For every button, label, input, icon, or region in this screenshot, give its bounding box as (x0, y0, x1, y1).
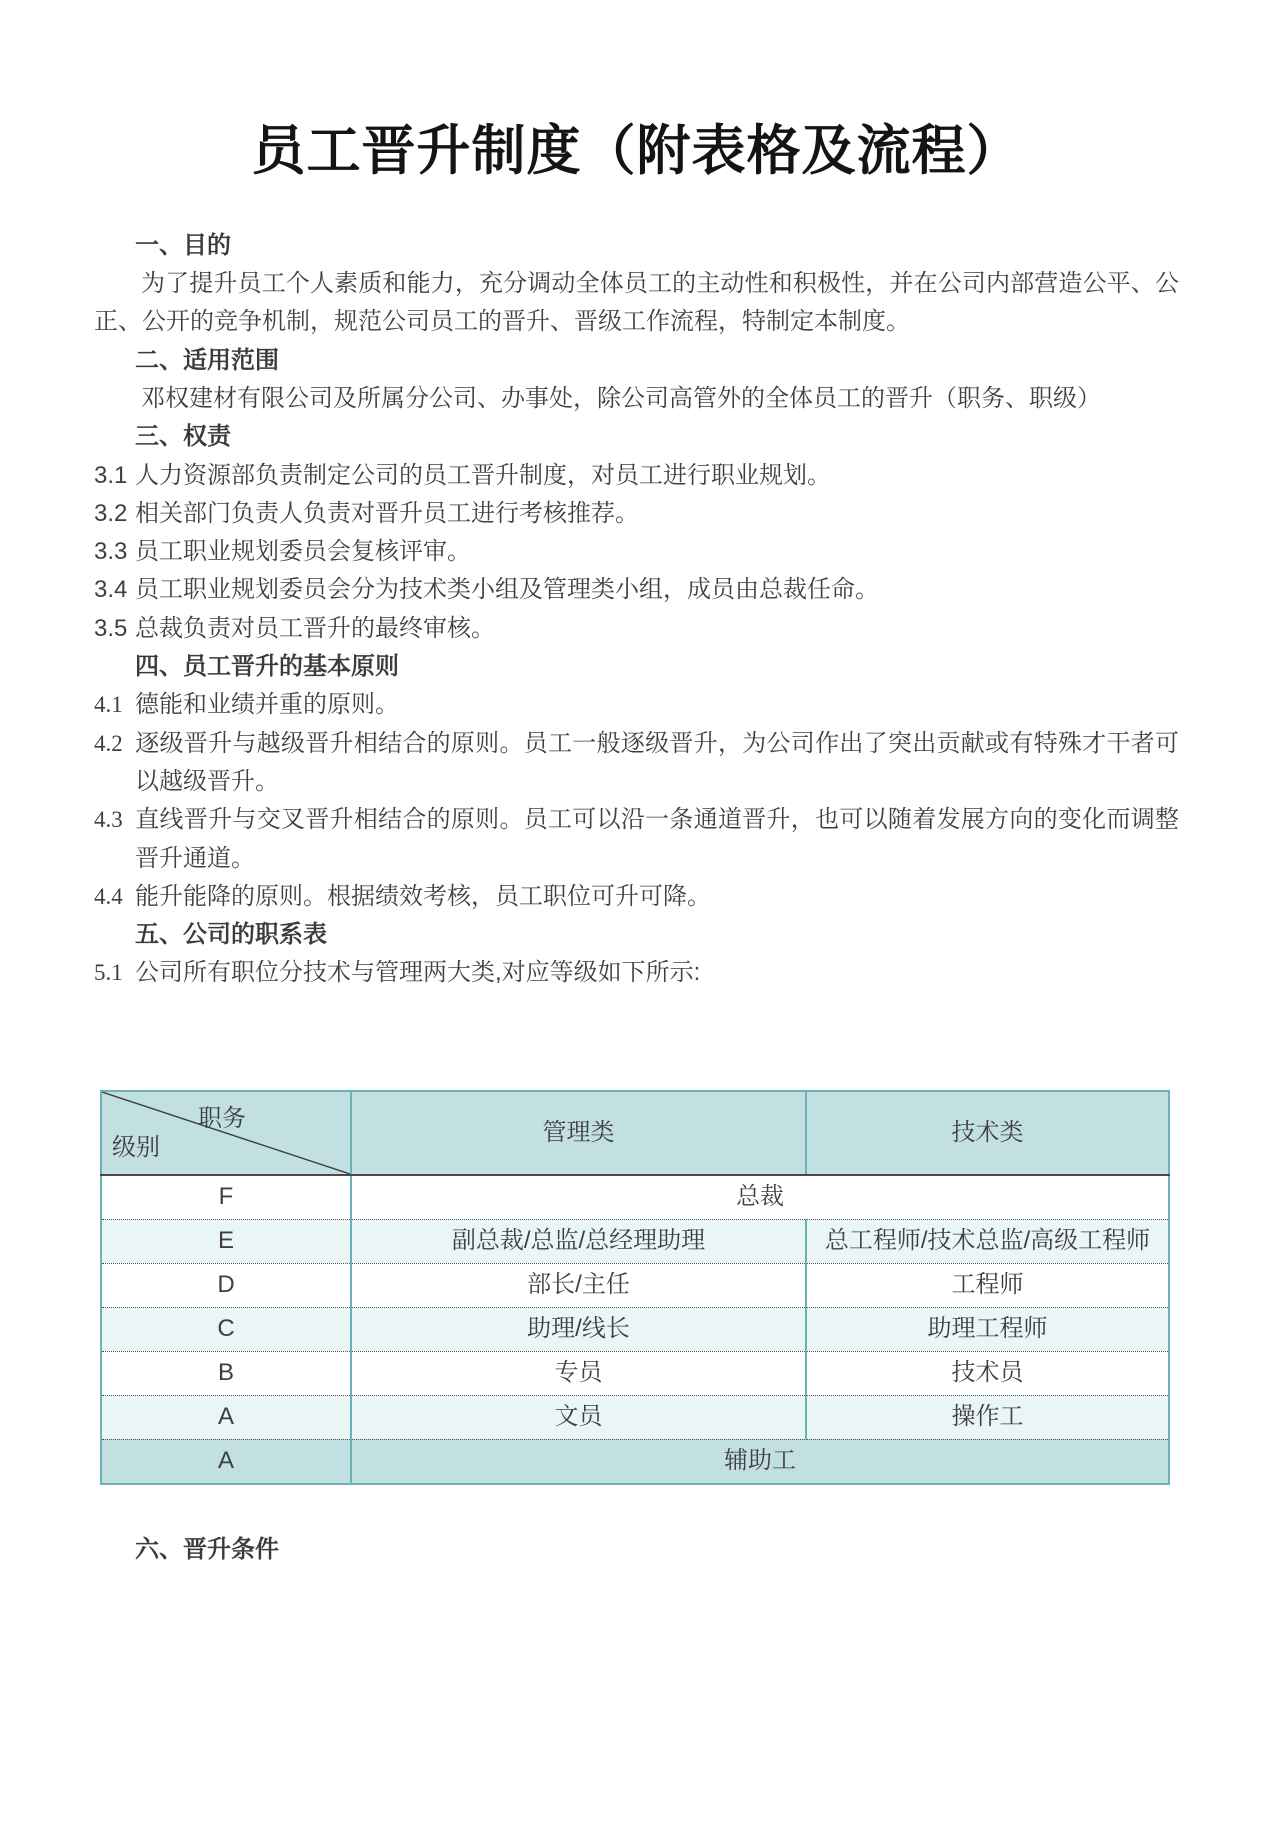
item-number: 4.1 (94, 692, 123, 718)
section-responsibilities (94, 418, 1179, 648)
list-item (94, 801, 1179, 878)
item-number: 3.2 (94, 499, 128, 527)
table-row (101, 1263, 1169, 1307)
section-heading-responsibilities: 三、权责 (135, 423, 231, 451)
item-text: 直线晋升与交叉晋升相结合的原则。员工可以沿一条通道晋升，也可以随着发展方向的变化而调整晋升通道。 (135, 806, 1179, 872)
management-cell: 专员 (351, 1351, 806, 1395)
table-row (101, 1175, 1169, 1220)
list-item (94, 878, 1179, 916)
level-cell: C (101, 1307, 351, 1351)
item-text: 公司所有职位分技术与管理两大类,对应等级如下所示: (135, 959, 701, 987)
col-header-technical: 技术类 (806, 1091, 1169, 1175)
scope-paragraph: 邓权建材有限公司及所属分公司、办事处，除公司高管外的全体员工的晋升（职务、职级） (141, 384, 1101, 412)
management-cell: 文员 (351, 1395, 806, 1439)
list-item (94, 686, 1179, 724)
section-principles (94, 648, 1179, 916)
item-text: 总裁负责对员工晋升的最终审核。 (135, 614, 495, 642)
section-heading-purpose: 一、目的 (135, 231, 231, 259)
document-body (94, 227, 1179, 1569)
table-row (101, 1439, 1169, 1484)
item-text: 人力资源部负责制定公司的员工晋升制度，对员工进行职业规划。 (135, 461, 831, 489)
item-text: 员工职业规划委员会分为技术类小组及管理类小组，成员由总裁任命。 (135, 576, 879, 604)
list-item (94, 571, 1179, 609)
item-number: 3.1 (94, 461, 128, 489)
item-number: 4.2 (94, 730, 123, 756)
list-item (94, 725, 1179, 802)
management-cell: 助理/线长 (351, 1307, 806, 1351)
list-item (94, 495, 1179, 533)
item-number: 5.1 (94, 960, 123, 986)
corner-label-level: 级别 (112, 1134, 160, 1162)
table-row (101, 1307, 1169, 1351)
technical-cell: 助理工程师 (806, 1307, 1169, 1351)
level-cell: A (101, 1395, 351, 1439)
corner-label-position: 职务 (198, 1104, 246, 1132)
level-cell: A (101, 1439, 351, 1484)
item-text: 员工职业规划委员会复核评审。 (135, 538, 471, 566)
section-heading-rank-system: 五、公司的职系表 (135, 921, 327, 949)
technical-cell: 技术员 (806, 1351, 1169, 1395)
item-number: 4.3 (94, 807, 123, 833)
management-cell: 部长/主任 (351, 1263, 806, 1307)
level-cell: D (101, 1263, 351, 1307)
document-page (94, 118, 1179, 1569)
section-rank-system (94, 916, 1179, 1485)
section-heading-conditions: 六、晋升条件 (135, 1535, 279, 1563)
management-cell: 副总裁/总监/总经理助理 (351, 1219, 806, 1263)
col-header-management: 管理类 (351, 1091, 806, 1175)
table-row (101, 1351, 1169, 1395)
purpose-paragraph: 为了提升员工个人素质和能力，充分调动全体员工的主动性和积极性，并在公司内部营造公平、公正、公开的竞争机制，规范公司员工的晋升、晋级工作流程，特制定本制度。 (94, 270, 1179, 336)
merged-title-cell: 辅助工 (351, 1439, 1169, 1484)
item-text: 相关部门负责人负责对晋升员工进行考核推荐。 (135, 499, 639, 527)
item-text: 能升能降的原则。根据绩效考核，员工职位可升可降。 (135, 882, 711, 910)
list-item (94, 457, 1179, 495)
technical-cell: 操作工 (806, 1395, 1169, 1439)
list-item (94, 954, 1179, 992)
item-number: 3.4 (94, 576, 128, 604)
item-text: 德能和业绩并重的原则。 (135, 691, 399, 719)
level-cell: E (101, 1219, 351, 1263)
item-number: 3.3 (94, 538, 128, 566)
section-heading-scope: 二、适用范围 (135, 346, 279, 374)
level-cell: B (101, 1351, 351, 1395)
merged-title-cell: 总裁 (351, 1175, 1169, 1220)
list-item (94, 533, 1179, 571)
section-heading-principles: 四、员工晋升的基本原则 (135, 653, 399, 681)
table-row (101, 1395, 1169, 1439)
level-cell: F (101, 1175, 351, 1220)
item-number: 4.4 (94, 883, 123, 909)
rank-table-header-row (101, 1091, 1169, 1175)
list-item (94, 610, 1179, 648)
item-number: 3.5 (94, 614, 128, 642)
table-row (101, 1219, 1169, 1263)
item-text: 逐级晋升与越级晋升相结合的原则。员工一般逐级晋升，为公司作出了突出贡献或有特殊才干者可以越级晋升。 (135, 729, 1179, 795)
technical-cell: 总工程师/技术总监/高级工程师 (806, 1219, 1169, 1263)
technical-cell: 工程师 (806, 1263, 1169, 1307)
page-title: 员工晋升制度（附表格及流程） (251, 118, 1022, 182)
rank-table (100, 1090, 1170, 1485)
corner-header-cell (101, 1091, 351, 1175)
